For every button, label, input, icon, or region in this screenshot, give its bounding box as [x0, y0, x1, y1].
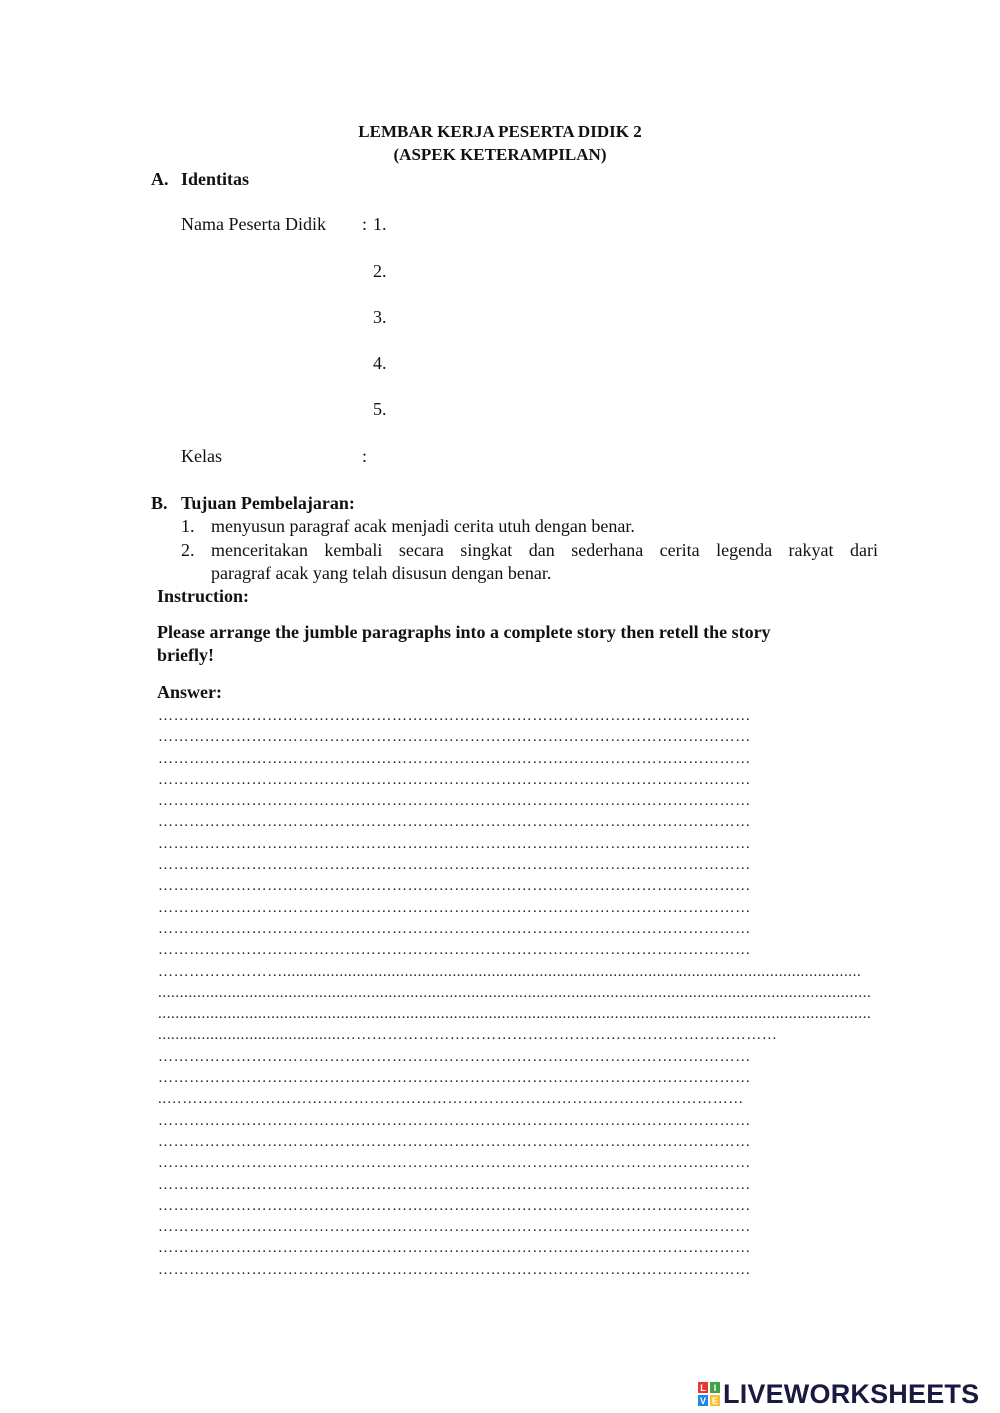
- answer-line[interactable]: ……………………………………………………………………………………………………: [158, 899, 751, 916]
- instruction-text-line1: Please arrange the jumble paragraphs into a complete story then retell the story: [157, 622, 771, 642]
- answer-line[interactable]: ……………………………………………………………………………………………………: [158, 1176, 751, 1193]
- liveworksheets-logo-icon: [697, 1380, 721, 1408]
- answer-line[interactable]: ……………………………………………………………………………………………………: [158, 793, 751, 810]
- answer-line[interactable]: ……………………………………………………………………………………………………: [158, 1261, 751, 1278]
- answer-line[interactable]: ……………………………………………………………………………………………………: [158, 857, 751, 874]
- objective-2-text-line1: menceritakan kembali secara singkat dan sederhana cerita legenda rakyat dari: [211, 540, 878, 560]
- section-a-letter: A.: [151, 169, 169, 189]
- answer-label: Answer:: [157, 682, 222, 702]
- student-number-3: 3.: [373, 307, 387, 327]
- answer-writing-area[interactable]: [158, 706, 878, 1281]
- svg-text:V: V: [699, 1396, 707, 1406]
- liveworksheets-brand: [697, 1377, 979, 1411]
- answer-line[interactable]: ……………………………………………………………………………………………………: [158, 708, 751, 724]
- objective-2-number: 2.: [181, 540, 195, 560]
- section-a-heading: Identitas: [181, 169, 250, 189]
- liveworksheets-brand-text: LIVEWORKSHEETS: [723, 1378, 980, 1409]
- student-number-4: 4.: [373, 353, 387, 373]
- student-number-1: 1.: [373, 214, 387, 234]
- answer-line[interactable]: ..…………………………………………………………………………………………………: [158, 1091, 744, 1108]
- answer-line[interactable]: ……………………………………………………………………………………………………: [158, 942, 751, 959]
- answer-line[interactable]: …………………….....................................................................................................................................: [158, 963, 862, 980]
- svg-text:L: L: [700, 1383, 706, 1393]
- worksheet-title: LEMBAR KERJA PESERTA DIDIK 2: [358, 122, 642, 141]
- section-b-letter: B.: [151, 493, 168, 513]
- class-label: Kelas: [181, 446, 222, 466]
- student-number-5: 5.: [373, 399, 387, 419]
- class-colon: :: [362, 446, 368, 466]
- instruction-text-line2: briefly!: [157, 645, 214, 665]
- answer-line[interactable]: ……………………………………………………………………………………………………: [158, 729, 751, 746]
- answer-line[interactable]: ……………………………………………………………………………………………………: [158, 1048, 751, 1065]
- answer-line[interactable]: ……………………………………………………………………………………………………: [158, 878, 751, 895]
- answer-line[interactable]: ....................................................................................................................................................................: [158, 1006, 872, 1023]
- student-number-2: 2.: [373, 261, 387, 281]
- answer-line[interactable]: ……………………………………………………………………………………………………: [158, 1219, 751, 1236]
- answer-line[interactable]: ……………………………………………………………………………………………………: [158, 1197, 751, 1214]
- instruction-label: Instruction:: [157, 586, 250, 606]
- answer-line[interactable]: ..........................................…………………………………………………………………………: [158, 1027, 778, 1044]
- answer-line[interactable]: ……………………………………………………………………………………………………: [158, 835, 751, 852]
- worksheet-subtitle: (ASPEK KETERAMPILAN): [393, 145, 607, 164]
- answer-line[interactable]: ……………………………………………………………………………………………………: [158, 750, 751, 767]
- svg-text:I: I: [713, 1383, 717, 1393]
- objective-1-text: menyusun paragraf acak menjadi cerita utuh dengan benar.: [211, 516, 635, 536]
- objective-2-text-line2: paragraf acak yang telah disusun dengan benar.: [211, 563, 552, 583]
- svg-text:E: E: [711, 1396, 719, 1406]
- answer-line[interactable]: ……………………………………………………………………………………………………: [158, 1133, 751, 1150]
- answer-line[interactable]: ……………………………………………………………………………………………………: [158, 920, 751, 937]
- objective-1-number: 1.: [181, 516, 195, 536]
- answer-line[interactable]: ……………………………………………………………………………………………………: [158, 771, 751, 788]
- answer-line[interactable]: ……………………………………………………………………………………………………: [158, 1070, 751, 1087]
- section-b-heading: Tujuan Pembelajaran:: [181, 493, 355, 513]
- answer-line[interactable]: ……………………………………………………………………………………………………: [158, 814, 751, 831]
- answer-line[interactable]: ……………………………………………………………………………………………………: [158, 1112, 751, 1129]
- answer-line[interactable]: ……………………………………………………………………………………………………: [158, 1240, 751, 1257]
- student-name-colon: :: [362, 214, 368, 234]
- answer-line[interactable]: ……………………………………………………………………………………………………: [158, 1155, 751, 1172]
- answer-line[interactable]: ....................................................................................................................................................................: [158, 984, 872, 1001]
- student-name-label: Nama Peserta Didik: [181, 214, 326, 234]
